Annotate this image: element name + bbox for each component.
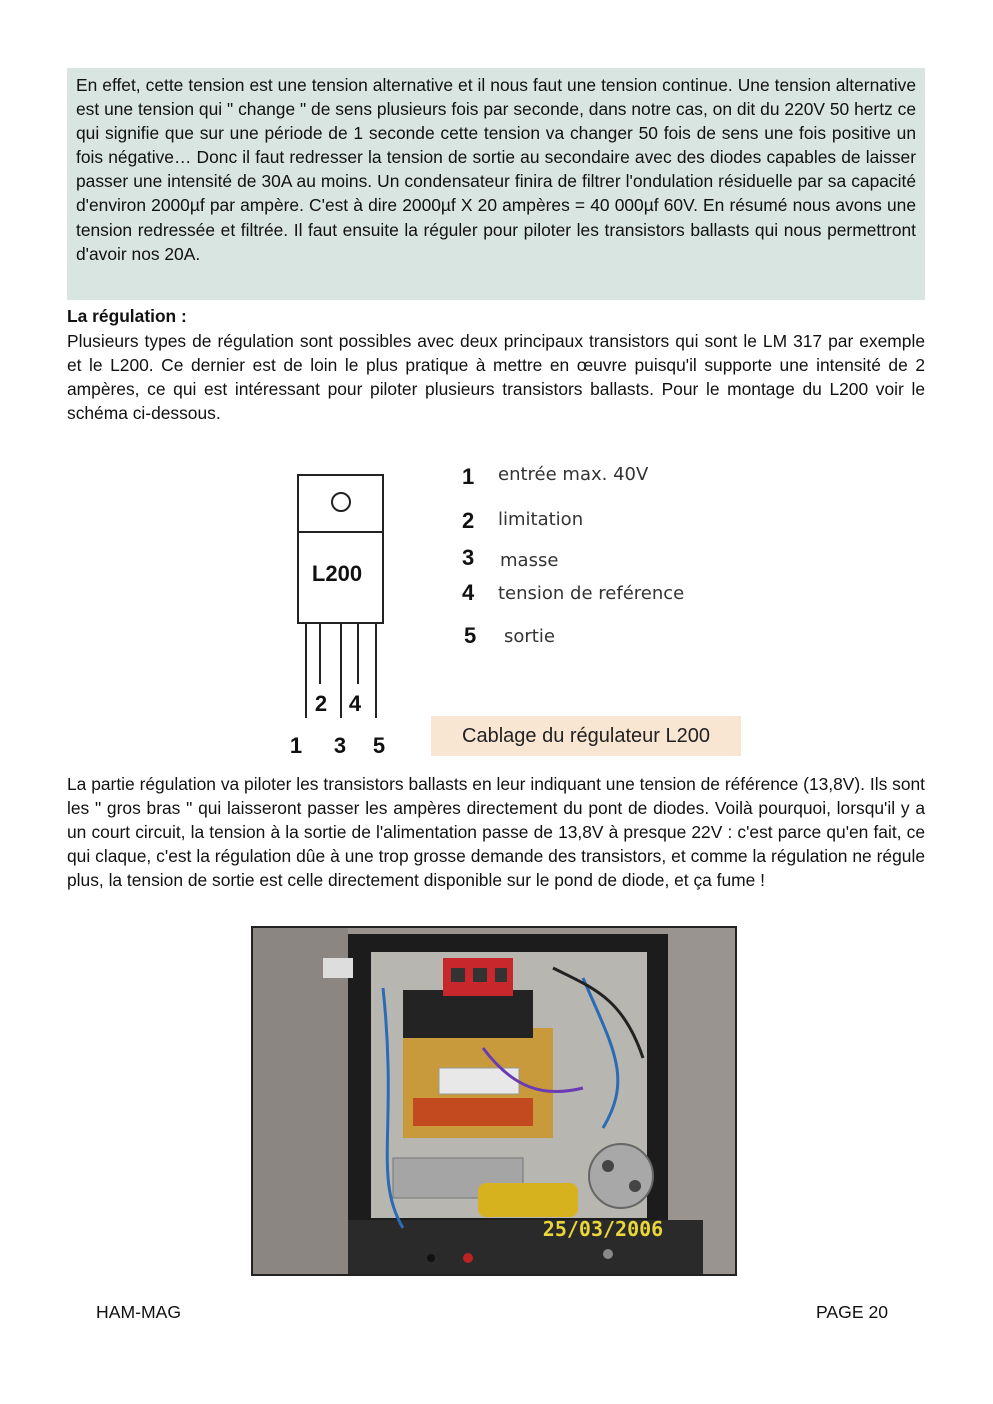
power-supply-photo [251, 926, 737, 1276]
pin-number-5: 5 [372, 733, 386, 758]
section-heading: La régulation : [67, 306, 187, 326]
legend-label-1: entrée max. 40V [498, 464, 649, 485]
pin-number-4: 4 [348, 691, 362, 716]
intro-box [67, 68, 925, 300]
legend-num-1: 1 [462, 464, 475, 489]
legend-num-3: 3 [462, 545, 475, 570]
footer-page-number: PAGE 20 [816, 1302, 889, 1322]
pin-number-1: 1 [289, 733, 303, 758]
legend-num-4: 4 [462, 580, 475, 605]
legend-label-5: sortie [504, 626, 555, 647]
legend-num-2: 2 [462, 508, 475, 533]
legend-label-3: masse [500, 550, 559, 571]
pin-number-3: 3 [333, 733, 347, 758]
footer-magazine-name: HAM-MAG [96, 1302, 182, 1322]
pin-number-2: 2 [314, 691, 328, 716]
filter-capacitor [478, 1183, 578, 1217]
diagram-caption: Cablage du régulateur L200 [431, 716, 741, 756]
intro-paragraph: En effet, cette tension est une tension alternative et il nous faut une tension continue. Une tension alternative est une tension qui " change " de sens plusieurs fois par seconde, dans notre cas, on dit du 220V 50 hertz ce qui signifie que sur une période de 1 seconde cette tension va changer 50 fois de sens une fois positive un fois négative… Donc il faut redresser la tension de sortie au secondaire avec des diodes capables de laisser passer une intensité de 30A au moins. Un condensateur finira de filtrer l'ondulation résiduelle par sa capacité d'environ 2000µf par ampère. C'est à dire 2000µf X 20 ampères = 40 000µf 60V. En résumé nous avons une tension redressée et filtrée. Il faut ensuite la réguler pour piloter les transistors ballasts qui nous permettront d'avoir nos 20A. [76, 75, 916, 264]
legend-num-5: 5 [464, 623, 477, 648]
diode-bridge [589, 1144, 653, 1208]
regulation-paragraph: La partie régulation va piloter les transistors ballasts en leur indiquant une tension de référence (13,8V). Ils sont les " gros bras " qui laisseront passer les ampères directement du pont de diodes. Voilà pourquoi, lorsqu'il y a un court circuit, la tension à la sortie de l'alimentation passe de 13,8V à presque 22V : c'est parce qu'en fait, ce qui claque, c'est la régulation dûe à une trop grosse demande des transistors, et comme la régulation ne régule plus, la tension de sortie est celle directement disponible sur le pond de diode, et ça fume ! [67, 774, 925, 891]
legend-label-4: tension de reférence [498, 583, 685, 604]
section-paragraph: Plusieurs types de régulation sont possibles avec deux principaux transistors qui sont le LM 317 par exemple et le L200. Ce dernier est de loin le plus pratique à mettre en œuvre puisqu'il supporte une intensité de 2 ampères, ce qui est intéressant pour piloter plusieurs transistors ballasts. Pour le montage du L200 voir le schéma ci-dessous. [67, 331, 925, 424]
chip-body [298, 475, 383, 623]
photo-date-stamp: 25/03/2006 [542, 1217, 664, 1241]
legend-label-2: limitation [498, 509, 584, 530]
chip-label: L200 [311, 561, 363, 586]
power-supply-photo-svg [253, 928, 735, 1274]
